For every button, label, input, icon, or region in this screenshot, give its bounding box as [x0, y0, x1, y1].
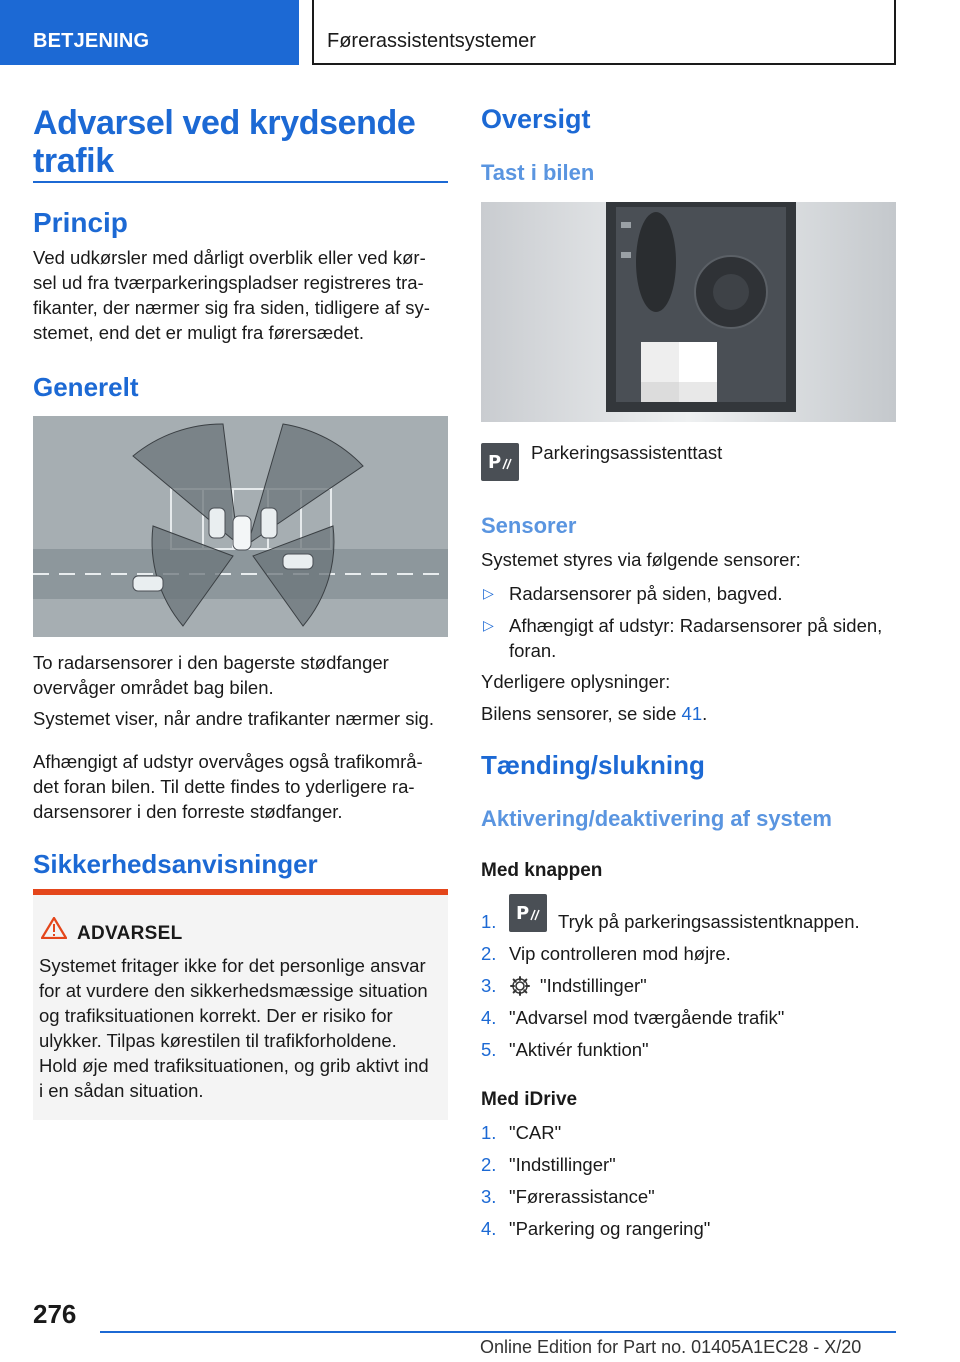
safety-heading: Sikkerhedsanvisninger	[33, 849, 318, 879]
parking-assist-icon	[481, 443, 519, 481]
gear-icon	[509, 975, 531, 997]
step-number: 4.	[481, 1007, 497, 1028]
general-para1	[33, 650, 448, 700]
ref-end: .	[702, 703, 708, 724]
title-rule	[33, 181, 448, 183]
step-number: 1.	[481, 911, 497, 932]
text-line: og trafiksituationen korrekt. Der er risiko for	[39, 1005, 393, 1026]
chapter-title: Førerassistentsystemer	[312, 0, 896, 65]
warning-box	[33, 889, 448, 1120]
text-line: det foran bilen. Til dette findes to yderligere ra-	[33, 776, 415, 797]
text-line: for at vurdere den sikkerhedsmæssige situation	[39, 980, 428, 1001]
text-line: foran.	[509, 640, 557, 661]
step-text: "Indstillinger"	[509, 1154, 616, 1175]
warning-text	[39, 953, 445, 1103]
page-title	[33, 104, 415, 180]
button-heading: Tast i bilen	[481, 160, 595, 185]
text-line: sel ud fra tværparkeringspladser registreres tra-	[33, 272, 424, 293]
step-text: Vip controlleren mod højre.	[509, 943, 731, 964]
step-number: 3.	[481, 975, 497, 996]
cross-traffic-svg	[33, 416, 448, 637]
center-console-photo	[481, 202, 896, 422]
text-line: overvåger området bag bilen.	[33, 677, 274, 698]
step-text: "Førerassistance"	[509, 1186, 655, 1207]
warning-title: ADVARSEL	[77, 923, 183, 944]
sensor-item-2	[509, 613, 882, 663]
edition-text: Online Edition for Part no. 01405A1EC28 - X/20	[480, 1337, 862, 1357]
button-caption: Parkeringsassistenttast	[531, 442, 723, 463]
general-heading: Generelt	[33, 372, 139, 402]
sensors-more: Yderligere oplysninger:	[481, 671, 671, 692]
parking-assist-glyph	[509, 894, 547, 932]
sensor-item-1: Radarsensorer på siden, bagved.	[509, 583, 783, 604]
step-text: "Aktivér funktion"	[509, 1039, 649, 1060]
parking-assist-icon	[509, 894, 547, 932]
general-para3	[33, 749, 448, 824]
page-title-line2: trafik	[33, 142, 114, 180]
text-line: i en sådan situation.	[39, 1080, 204, 1101]
text-line: Systemet fritager ikke for det personlige ansvar	[39, 955, 426, 976]
step-text: "Parkering og rangering"	[509, 1218, 711, 1239]
svg-text:P: P	[488, 452, 502, 473]
page-title-line1: Advarsel ved krydsende	[33, 104, 416, 142]
footer-rule	[100, 1331, 896, 1333]
warning-triangle-icon	[41, 917, 67, 939]
with-idrive-label: Med iDrive	[481, 1089, 578, 1110]
chapter-tab: BETJENING	[0, 0, 299, 65]
principle-heading: Princip	[33, 207, 128, 238]
text-line: Afhængigt af udstyr overvåges også trafikområ-	[33, 751, 423, 772]
step-number: 5.	[481, 1039, 497, 1060]
with-button-label: Med knappen	[481, 860, 603, 881]
text-line: To radarsensorer i den bagerste stødfanger	[33, 652, 389, 673]
step-number: 2.	[481, 1154, 497, 1175]
overview-heading: Oversigt	[481, 104, 591, 134]
text-line: Ved udkørsler med dårligt overblik eller ved kør-	[33, 247, 426, 268]
text-line: Afhængigt af udstyr: Radarsensorer på siden,	[509, 615, 883, 636]
step-text: "Indstillinger"	[540, 975, 647, 996]
step-number: 1.	[481, 1122, 497, 1143]
text-line: ulykker. Tilpas kørestilen til trafikforholdene.	[39, 1030, 397, 1051]
page-number: 276	[33, 1299, 77, 1329]
text-line: Hold øje med trafiksituationen, og grib aktivt ind	[39, 1055, 429, 1076]
onoff-subheading: Aktivering/deaktivering af system	[481, 806, 832, 831]
step-number: 4.	[481, 1218, 497, 1239]
onoff-heading: Tænding/slukning	[481, 750, 705, 780]
sensors-intro: Systemet styres via følgende sensorer:	[481, 549, 801, 570]
text-line: stemet, end det er muligt fra førersædet.	[33, 322, 365, 343]
step-text: "CAR"	[509, 1122, 562, 1143]
text-line: darsensorer i den forreste stødfanger.	[33, 801, 343, 822]
ref-text: Bilens sensorer, se side	[481, 703, 682, 724]
bullet-marker: ▷	[483, 585, 494, 601]
principle-text	[33, 245, 448, 345]
center-console-svg	[481, 202, 896, 422]
step-number: 3.	[481, 1186, 497, 1207]
sensors-ref	[481, 701, 707, 726]
bullet-marker: ▷	[483, 617, 494, 633]
sensors-heading: Sensorer	[481, 513, 577, 538]
parking-assist-glyph	[481, 443, 519, 481]
step-number: 2.	[481, 943, 497, 964]
step-text: "Advarsel mod tværgående trafik"	[509, 1007, 785, 1028]
text-line: fikanter, der nærmer sig fra siden, tidligere af sy-	[33, 297, 430, 318]
cross-traffic-illustration	[33, 416, 448, 637]
general-para2: Systemet viser, når andre trafikanter nærmer sig.	[33, 708, 434, 729]
svg-text:P: P	[516, 903, 530, 924]
step-text: Tryk på parkeringsassistentknappen.	[558, 911, 860, 932]
page-ref-link[interactable]: 41	[681, 703, 703, 724]
